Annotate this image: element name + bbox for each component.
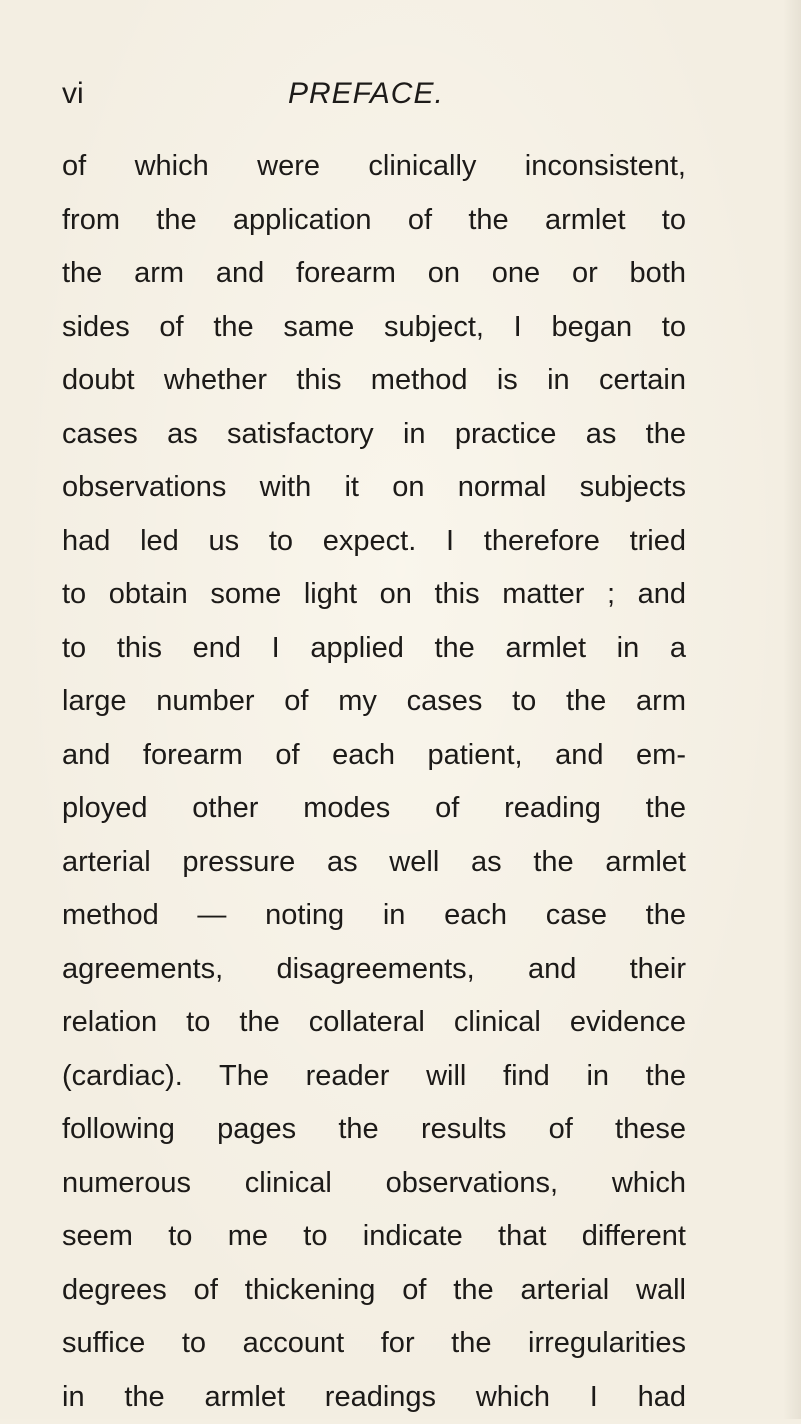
text-line: relation to the collateral clinical evidence <box>62 996 686 1050</box>
text-line: numerous clinical observations, which <box>62 1157 686 1211</box>
text-line: observations with it on normal subjects <box>62 461 686 515</box>
page-header <box>62 74 742 114</box>
text-line: doubt whether this method is in certain <box>62 354 686 408</box>
text-line: suffice to account for the irregularities <box>62 1317 686 1371</box>
text-line: following pages the results of these <box>62 1103 686 1157</box>
text-line: to obtain some light on this matter ; and <box>62 568 686 622</box>
text-line: (cardiac). The reader will find in the <box>62 1050 686 1104</box>
text-line: had led us to expect. I therefore tried <box>62 515 686 569</box>
text-line: in the armlet readings which I had <box>62 1371 686 1424</box>
text-line: ployed other modes of reading the <box>62 782 686 836</box>
text-line: arterial pressure as well as the armlet <box>62 836 686 890</box>
text-line: to this end I applied the armlet in a <box>62 622 686 676</box>
text-line: and forearm of each patient, and em- <box>62 729 686 783</box>
text-line: of which were clinically inconsistent, <box>62 140 686 194</box>
text-line: large number of my cases to the arm <box>62 675 686 729</box>
page-number: vi <box>62 74 84 114</box>
text-line: cases as satisfactory in practice as the <box>62 408 686 462</box>
text-line: the arm and forearm on one or both <box>62 247 686 301</box>
text-line: degrees of thickening of the arterial wall <box>62 1264 686 1318</box>
text-line: agreements, disagreements, and their <box>62 943 686 997</box>
text-line: seem to me to indicate that different <box>62 1210 686 1264</box>
text-line: sides of the same subject, I began to <box>62 301 686 355</box>
page-edge-shadow <box>783 0 801 1419</box>
text-line: from the application of the armlet to <box>62 194 686 248</box>
running-head: PREFACE. <box>288 74 444 114</box>
text-line: method — noting in each case the <box>62 889 686 943</box>
body-text <box>62 140 686 1424</box>
